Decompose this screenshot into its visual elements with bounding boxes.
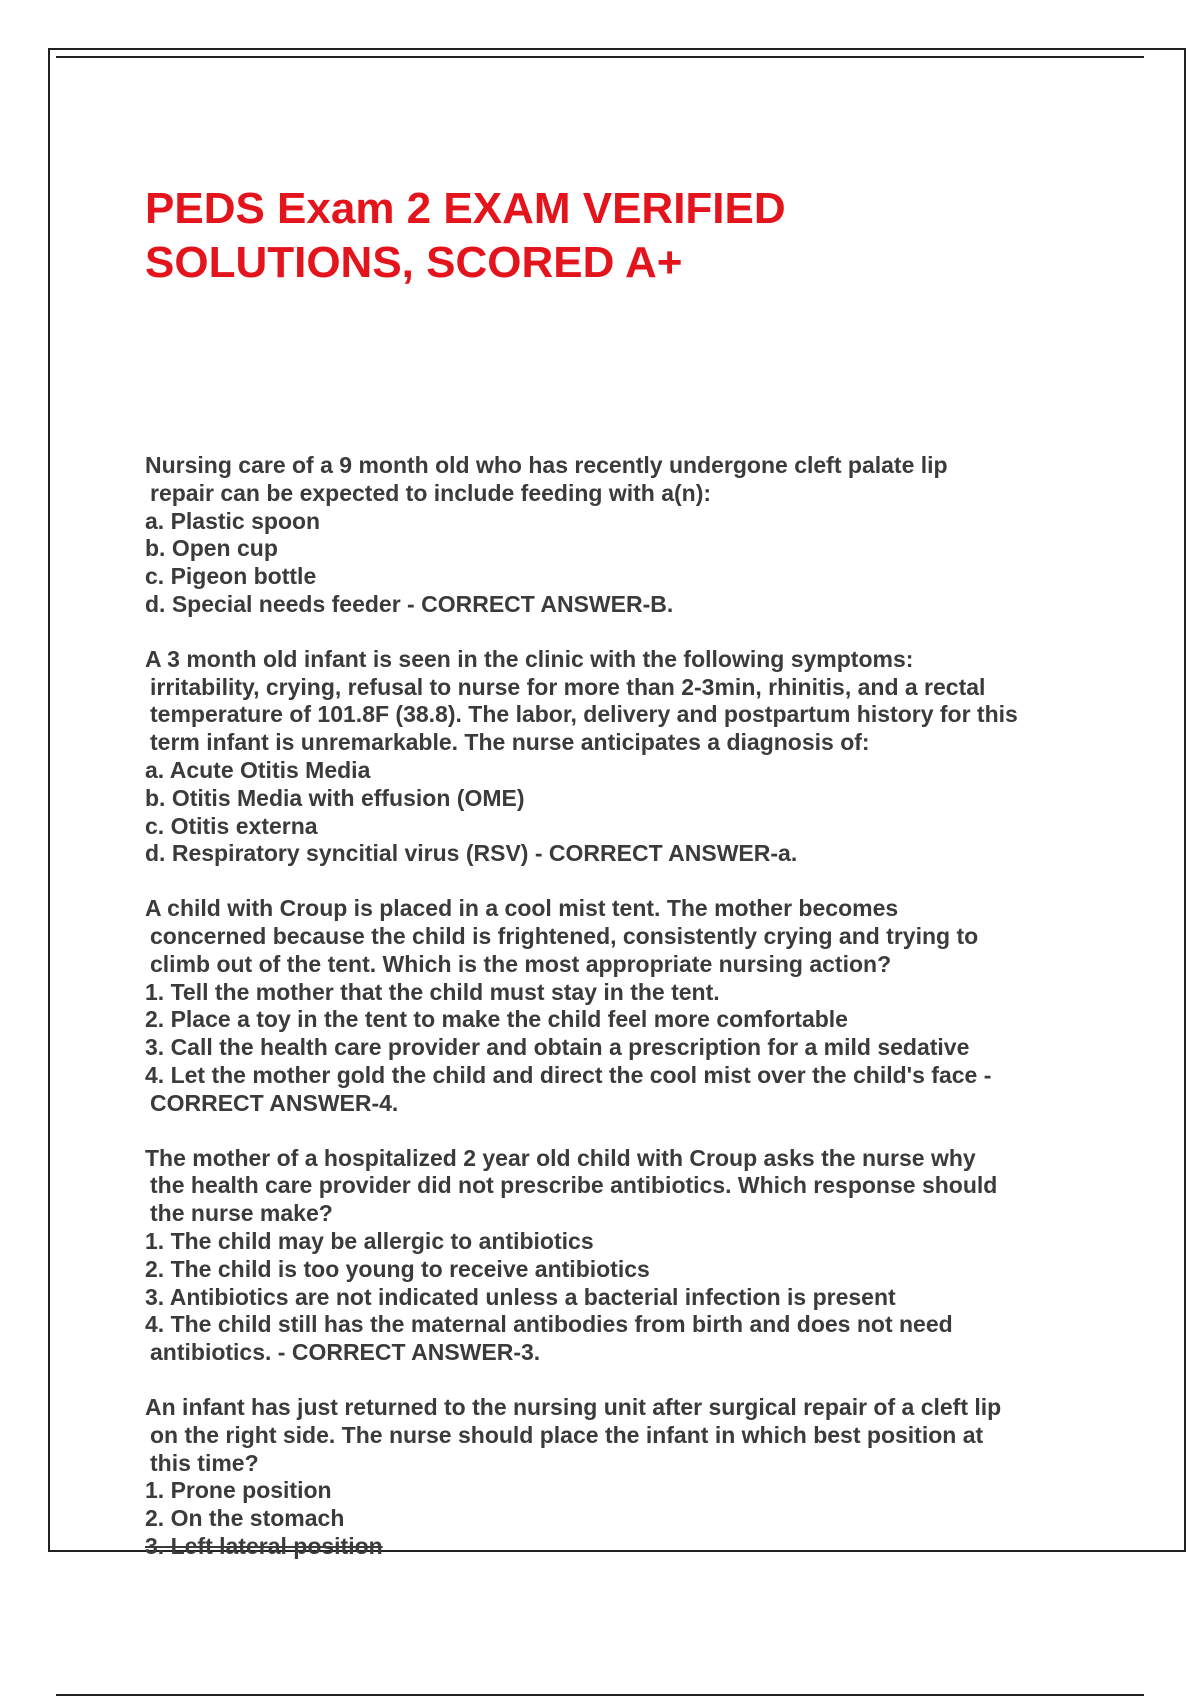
answer-option: c. Pigeon bottle (145, 563, 317, 590)
question-stem-line: irritability, crying, refusal to nurse for more than 2-3min, rhinitis, and a rectal (150, 673, 986, 700)
question-block (145, 1394, 1095, 1561)
question-stem-line: concerned because the child is frightened, consistently crying and trying to (150, 922, 979, 949)
title-line-2: SOLUTIONS, SCORED A+ (145, 238, 683, 287)
answer-option: 1. Prone position (145, 1477, 332, 1504)
bottom-rule (56, 1694, 1144, 1696)
question-block (145, 895, 1095, 1117)
question-stem-line: Nursing care of a 9 month old who has recently undergone cleft palate lip (145, 452, 948, 478)
question-stem-line: the nurse make? (150, 1200, 333, 1227)
question-block (145, 452, 1095, 619)
answer-option: 2. The child is too young to receive antibiotics (145, 1255, 650, 1282)
question-stem-line: term infant is unremarkable. The nurse anticipates a diagnosis of: (150, 729, 870, 756)
answer-option: 4. The child still has the maternal antibodies from birth and does not need (145, 1311, 953, 1338)
answer-option: 3. Call the health care provider and obtain a prescription for a mild sedative (145, 1034, 970, 1061)
answer-option: 2. On the stomach (145, 1505, 345, 1532)
answer-option: 1. The child may be allergic to antibiotics (145, 1227, 594, 1254)
question-block (145, 646, 1095, 868)
question-stem-line: on the right side. The nurse should place the infant in which best position at (150, 1421, 984, 1448)
answer-option: b. Open cup (145, 535, 278, 562)
question-stem-line: the health care provider did not prescribe antibiotics. Which response should (150, 1172, 998, 1199)
correct-answer-line: antibiotics. - CORRECT ANSWER-3. (150, 1339, 541, 1366)
question-block (145, 1145, 1095, 1367)
answer-option: b. Otitis Media with effusion (OME) (145, 784, 525, 811)
answer-option: d. Special needs feeder - CORRECT ANSWER-B. (145, 590, 674, 617)
answer-option: 3. Left lateral position (145, 1532, 383, 1559)
answer-option: c. Otitis externa (145, 812, 318, 839)
question-stem-line: An infant has just returned to the nursing unit after surgical repair of a cleft lip (145, 1393, 1002, 1420)
question-stem-line: climb out of the tent. Which is the most appropriate nursing action? (150, 950, 892, 977)
answer-option: 3. Antibiotics are not indicated unless a bacterial infection is present (145, 1283, 896, 1310)
answer-option: d. Respiratory syncitial virus (RSV) - CORRECT ANSWER-a. (145, 840, 798, 867)
answer-option: a. Acute Otitis Media (145, 756, 371, 783)
answer-option: a. Plastic spoon (145, 507, 321, 534)
question-stem-line: temperature of 101.8F (38.8). The labor, delivery and postpartum history for this (150, 701, 1018, 728)
correct-answer-line: CORRECT ANSWER-4. (150, 1089, 399, 1116)
top-rule (56, 56, 1144, 58)
answer-option: 4. Let the mother gold the child and direct the cool mist over the child's face - (145, 1061, 992, 1088)
answer-option: 1. Tell the mother that the child must stay in the tent. (145, 978, 720, 1005)
question-stem-line: A 3 month old infant is seen in the clinic with the following symptoms: (145, 645, 914, 672)
title-line-1: PEDS Exam 2 EXAM VERIFIED (145, 184, 786, 233)
question-stem-line: repair can be expected to include feeding with a(n): (150, 479, 712, 506)
question-stem-line: The mother of a hospitalized 2 year old child with Croup asks the nurse why (145, 1144, 976, 1171)
question-list (145, 452, 1095, 1588)
document-title (145, 182, 1045, 290)
question-stem-line: A child with Croup is placed in a cool mist tent. The mother becomes (145, 895, 899, 922)
answer-option: 2. Place a toy in the tent to make the child feel more comfortable (145, 1006, 848, 1033)
question-stem-line: this time? (150, 1449, 259, 1476)
